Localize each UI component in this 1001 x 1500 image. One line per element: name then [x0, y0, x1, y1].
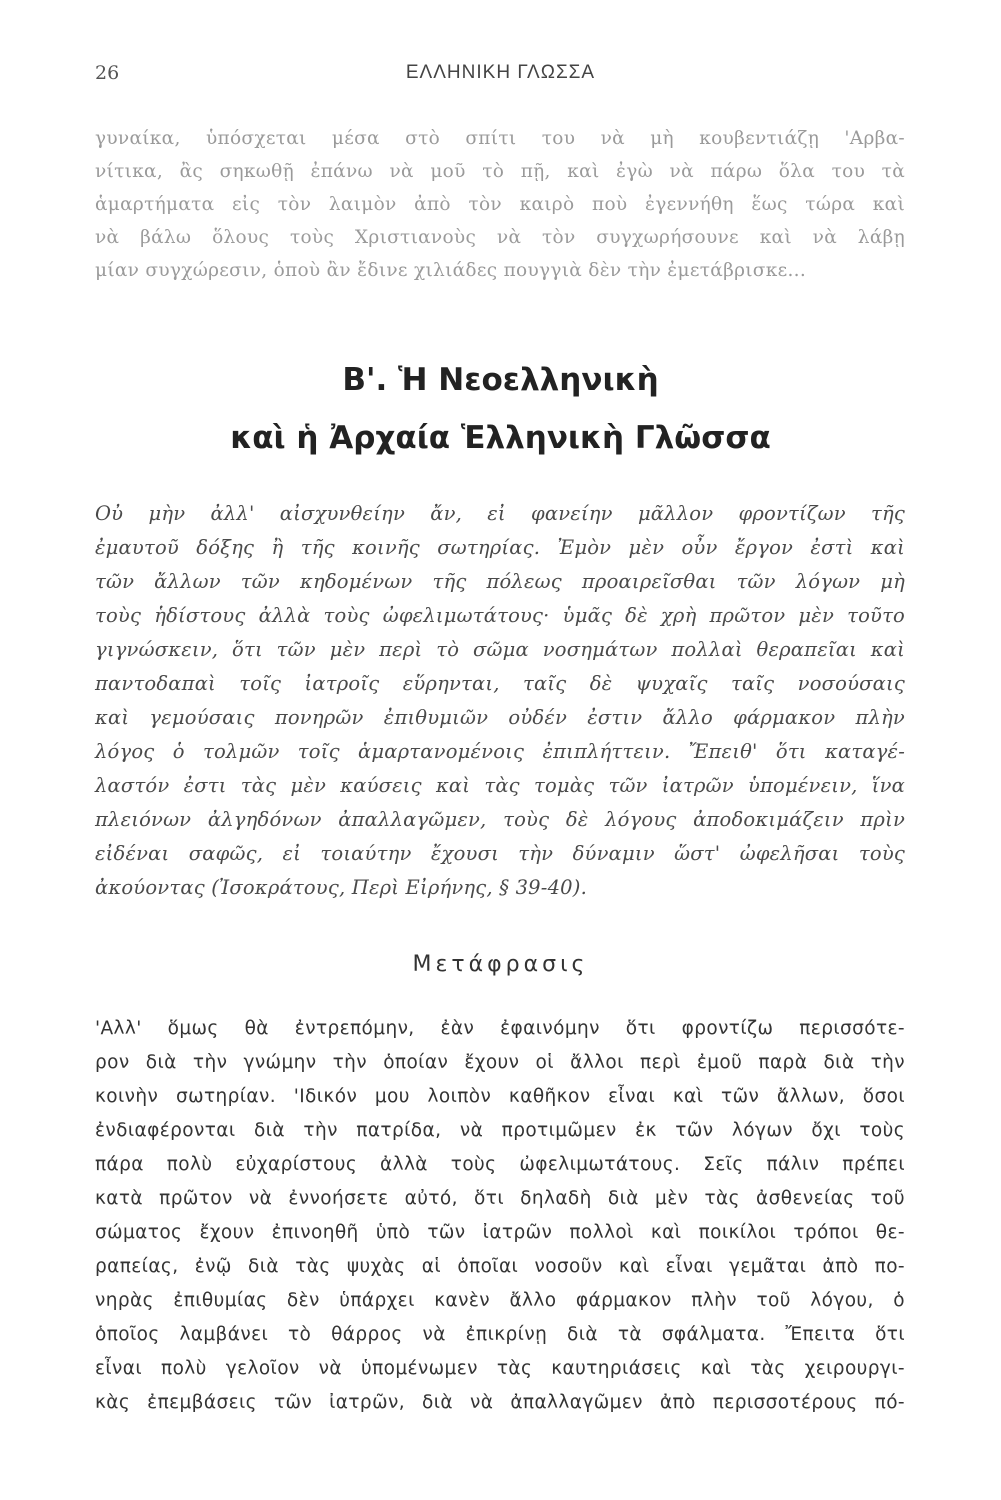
translation-line: σώματος ἔχουν ἐπινοηθῆ ὑπὸ τῶν ἰατρῶν πολλοὶ καὶ ποικίλοι τρόποι θε-	[95, 1222, 905, 1243]
quote-line: τῶν ἄλλων τῶν κηδομένων τῆς πόλεως προαιρεῖσθαι τῶν λόγων μὴ	[95, 570, 905, 593]
text-line: μίαν συγχώρεσιν, ὁποὺ ἂν ἔδινε χιλιάδες πουγγιὰ δὲν τὴν ἐμετάβρισκε...	[95, 260, 807, 281]
translation-line: ὁποῖος λαμβάνει τὸ θάρρος νὰ ἐπικρίνῃ διὰ τὰ σφάλματα. Ἔπειτα ὅτι	[95, 1324, 905, 1345]
quote-citation-line: ἀκούοντας (Ἰσοκράτους, Περὶ Εἰρήνης, § 39-40).	[95, 876, 587, 899]
quote-line: εἰδέναι σαφῶς, εἰ τοιαύτην ἔχουσι τὴν δύναμιν ὥστ' ὠφελῆσαι τοὺς	[95, 842, 905, 865]
quote-line: ἐμαυτοῦ δόξης ἢ τῆς κοινῆς σωτηρίας. Ἐμὸν μὲν οὖν ἔργον ἐστὶ καὶ	[95, 536, 905, 559]
section-title-line-2: καὶ ἡ Ἀρχαία Ἑλληνικὴ Γλῶσσα	[230, 420, 771, 456]
translation-line: 'Αλλ' ὅμως θὰ ἐντρεπόμην, ἐὰν ἐφαινόμην ὅτι φροντίζω περισσότε-	[95, 1018, 905, 1039]
translation-line: κατὰ πρῶτον νὰ ἐννοήσετε αὐτό, ὅτι δηλαδὴ διὰ μὲν τὰς ἀσθενείας τοῦ	[95, 1188, 905, 1209]
text-line: νὰ βάλω ὅλους τοὺς Χριστιανοὺς νὰ τὸν συγχωρήσουνε καὶ νὰ λάβῃ	[95, 227, 905, 248]
translation-line: εἶναι πολὺ γελοῖον νὰ ὑπομένωμεν τὰς καυτηριάσεις καὶ τὰς χειρουργι-	[95, 1358, 905, 1379]
quote-line: παντοδαπαὶ τοῖς ἰατροῖς εὕρηνται, ταῖς δὲ ψυχαῖς ταῖς νοσούσαις	[95, 672, 905, 695]
translation-line: κοινὴν σωτηρίαν. 'Ιδικόν μου λοιπὸν καθῆκον εἶναι καὶ τῶν ἄλλων, ὅσοι	[95, 1086, 905, 1107]
page-number: 26	[95, 62, 120, 84]
translation-line: πάρα πολὺ εὐχαρίστους ἀλλὰ τοὺς ὠφελιμωτάτους. Σεῖς πάλιν πρέπει	[95, 1154, 905, 1175]
translation-line: ἐνδιαφέρονται διὰ τὴν πατρίδα, νὰ προτιμῶμεν ἐκ τῶν λόγων ὄχι τοὺς	[95, 1120, 905, 1141]
page-header	[0, 62, 1001, 88]
text-line: ἁμαρτήματα εἰς τὸν λαιμὸν ἀπὸ τὸν καιρὸ ποὺ ἐγεννήθη ἕως τώρα καὶ	[95, 194, 905, 215]
quote-line: λόγος ὁ τολμῶν τοῖς ἁμαρτανομένοις ἐπιπλήττειν. Ἔπειθ' ὅτι καταγέ-	[95, 740, 905, 763]
quote-line: Οὐ μὴν ἀλλ' αἰσχυνθείην ἄν, εἰ φανείην μᾶλλον φροντίζων τῆς	[95, 502, 905, 525]
quote-line: τοὺς ἡδίστους ἀλλὰ τοὺς ὠφελιμωτάτους· ὑμᾶς δὲ χρὴ πρῶτον μὲν τοῦτο	[95, 604, 905, 627]
translation-heading: Μετάφρασις	[412, 952, 589, 977]
quote-line: πλειόνων ἀλγηδόνων ἀπαλλαγῶμεν, τοὺς δὲ λόγους ἀποδοκιμάζειν πρὶν	[95, 808, 905, 831]
text-line: γυναίκα, ὑπόσχεται μέσα στὸ σπίτι του νὰ μὴ κουβεντιάζῃ 'Αρβα-	[95, 128, 905, 149]
translation-line: κὰς ἐπεμβάσεις τῶν ἰατρῶν, διὰ νὰ ἀπαλλαγῶμεν ἀπὸ περισσοτέρους πό-	[95, 1392, 905, 1413]
quote-line: γιγνώσκειν, ὅτι τῶν μὲν περὶ τὸ σῶμα νοσημάτων πολλαὶ θεραπεῖαι καὶ	[95, 638, 905, 661]
quote-line: λαστόν ἐστι τὰς μὲν καύσεις καὶ τὰς τομὰς τῶν ἰατρῶν ὑπομένειν, ἵνα	[95, 774, 905, 797]
running-title: ΕΛΛΗΝΙΚΗ ΓΛΩΣΣΑ	[405, 62, 596, 83]
quote-line: καὶ γεμούσαις πονηρῶν ἐπιθυμιῶν οὐδέν ἐστιν ἄλλο φάρμακον πλὴν	[95, 706, 905, 729]
text-line: νίτικα, ἂς σηκωθῇ ἐπάνω νὰ μοῦ τὸ πῇ, καὶ ἐγὼ νὰ πάρω ὅλα του τὰ	[95, 161, 905, 182]
translation-line: ραπείας, ἐνῷ διὰ τὰς ψυχὰς αἱ ὁποῖαι νοσοῦν καὶ εἶναι γεμᾶται ἀπὸ πο-	[95, 1256, 905, 1277]
section-title-line-1: Β'. Ἡ Νεοελληνικὴ	[342, 362, 659, 398]
translation-line: ρον διὰ τὴν γνώμην τὴν ὁποίαν ἔχουν οἱ ἄλλοι περὶ ἐμοῦ παρὰ διὰ τὴν	[95, 1052, 905, 1073]
translation-line: νηρὰς ἐπιθυμίας δὲν ὑπάρχει κανὲν ἄλλο φάρμακον πλὴν τοῦ λόγου, ὁ	[95, 1290, 905, 1311]
